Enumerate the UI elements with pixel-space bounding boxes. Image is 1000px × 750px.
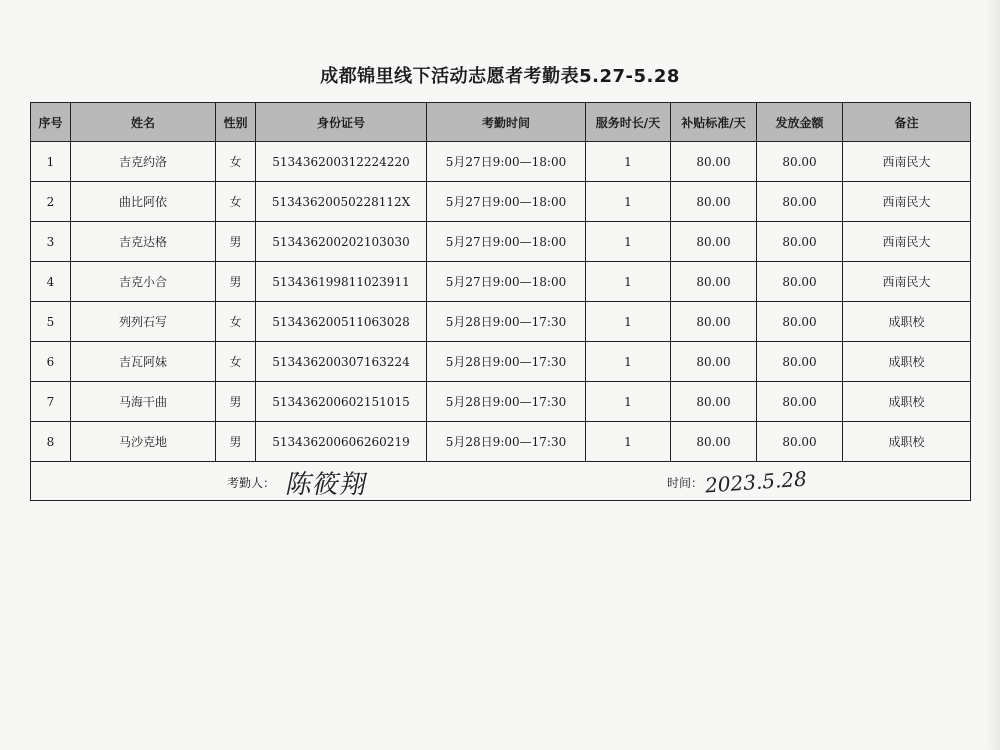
header-rate: 补贴标准/天 [671,103,757,142]
cell-amount: 80.00 [757,422,843,462]
cell-amount: 80.00 [757,262,843,302]
header-time: 考勤时间 [427,103,586,142]
signature-cell [31,462,971,501]
table-row [31,422,971,462]
attendance-table [30,102,971,501]
cell-days: 1 [586,182,671,222]
cell-amount: 80.00 [757,302,843,342]
cell-name: 曲比阿依 [71,182,216,222]
cell-rate: 80.00 [671,342,757,382]
signature-row [31,462,971,501]
cell-no: 6 [31,342,71,382]
date-handwritten: 2023.5.28 [704,466,808,498]
cell-id: 513436199811023911 [256,262,427,302]
cell-rate: 80.00 [671,222,757,262]
cell-name: 马海干曲 [71,382,216,422]
cell-rate: 80.00 [671,382,757,422]
cell-no: 3 [31,222,71,262]
cell-days: 1 [586,262,671,302]
cell-no: 1 [31,142,71,182]
cell-note: 西南民大 [843,262,971,302]
cell-rate: 80.00 [671,302,757,342]
cell-amount: 80.00 [757,382,843,422]
cell-gender: 男 [216,222,256,262]
cell-days: 1 [586,222,671,262]
cell-no: 5 [31,302,71,342]
cell-time: 5月27日9:00—18:00 [427,182,586,222]
cell-time: 5月27日9:00—18:00 [427,262,586,302]
header-id: 身份证号 [256,103,427,142]
cell-amount: 80.00 [757,222,843,262]
cell-time: 5月28日9:00—17:30 [427,422,586,462]
cell-name: 吉克小合 [71,262,216,302]
cell-no: 4 [31,262,71,302]
date-label: 时间： [667,476,704,490]
cell-gender: 女 [216,182,256,222]
cell-name: 列列石写 [71,302,216,342]
header-amount: 发放金额 [757,103,843,142]
cell-note: 西南民大 [843,222,971,262]
cell-rate: 80.00 [671,182,757,222]
cell-name: 吉瓦阿妹 [71,342,216,382]
cell-days: 1 [586,142,671,182]
cell-gender: 男 [216,262,256,302]
cell-note: 成职校 [843,302,971,342]
table-row [31,342,971,382]
cell-gender: 女 [216,142,256,182]
inspector-label: 考勤人： [227,476,276,490]
header-days: 服务时长/天 [586,103,671,142]
cell-gender: 男 [216,422,256,462]
cell-id: 513436200307163224 [256,342,427,382]
header-no: 序号 [31,103,71,142]
cell-time: 5月28日9:00—17:30 [427,302,586,342]
header-note: 备注 [843,103,971,142]
cell-amount: 80.00 [757,142,843,182]
cell-no: 7 [31,382,71,422]
cell-gender: 女 [216,302,256,342]
header-name: 姓名 [71,103,216,142]
page-edge-shadow [986,0,1000,750]
cell-rate: 80.00 [671,142,757,182]
cell-name: 马沙克地 [71,422,216,462]
table-row [31,182,971,222]
table-row [31,382,971,422]
table-row [31,302,971,342]
header-gender: 性别 [216,103,256,142]
cell-id: 513436200511063028 [256,302,427,342]
cell-name: 吉克约洛 [71,142,216,182]
table-row [31,262,971,302]
inspector-signature: 陈筱翔 [283,470,371,500]
table-row [31,222,971,262]
cell-days: 1 [586,342,671,382]
cell-note: 成职校 [843,422,971,462]
cell-time: 5月27日9:00—18:00 [427,142,586,182]
cell-id: 513436200312224220 [256,142,427,182]
cell-note: 成职校 [843,382,971,422]
cell-rate: 80.00 [671,262,757,302]
table-header-row [31,103,971,142]
cell-no: 2 [31,182,71,222]
cell-no: 8 [31,422,71,462]
cell-id: 51343620050228112X [256,182,427,222]
cell-time: 5月27日9:00—18:00 [427,222,586,262]
cell-note: 西南民大 [843,182,971,222]
cell-rate: 80.00 [671,422,757,462]
cell-amount: 80.00 [757,182,843,222]
cell-gender: 男 [216,382,256,422]
cell-days: 1 [586,302,671,342]
table-row [31,142,971,182]
cell-days: 1 [586,382,671,422]
cell-id: 513436200202103030 [256,222,427,262]
document-title: 成都锦里线下活动志愿者考勤表5.27-5.28 [320,66,680,87]
cell-note: 西南民大 [843,142,971,182]
cell-note: 成职校 [843,342,971,382]
cell-time: 5月28日9:00—17:30 [427,382,586,422]
cell-days: 1 [586,422,671,462]
cell-time: 5月28日9:00—17:30 [427,342,586,382]
cell-id: 513436200606260219 [256,422,427,462]
cell-name: 吉克达格 [71,222,216,262]
cell-id: 513436200602151015 [256,382,427,422]
cell-gender: 女 [216,342,256,382]
cell-amount: 80.00 [757,342,843,382]
